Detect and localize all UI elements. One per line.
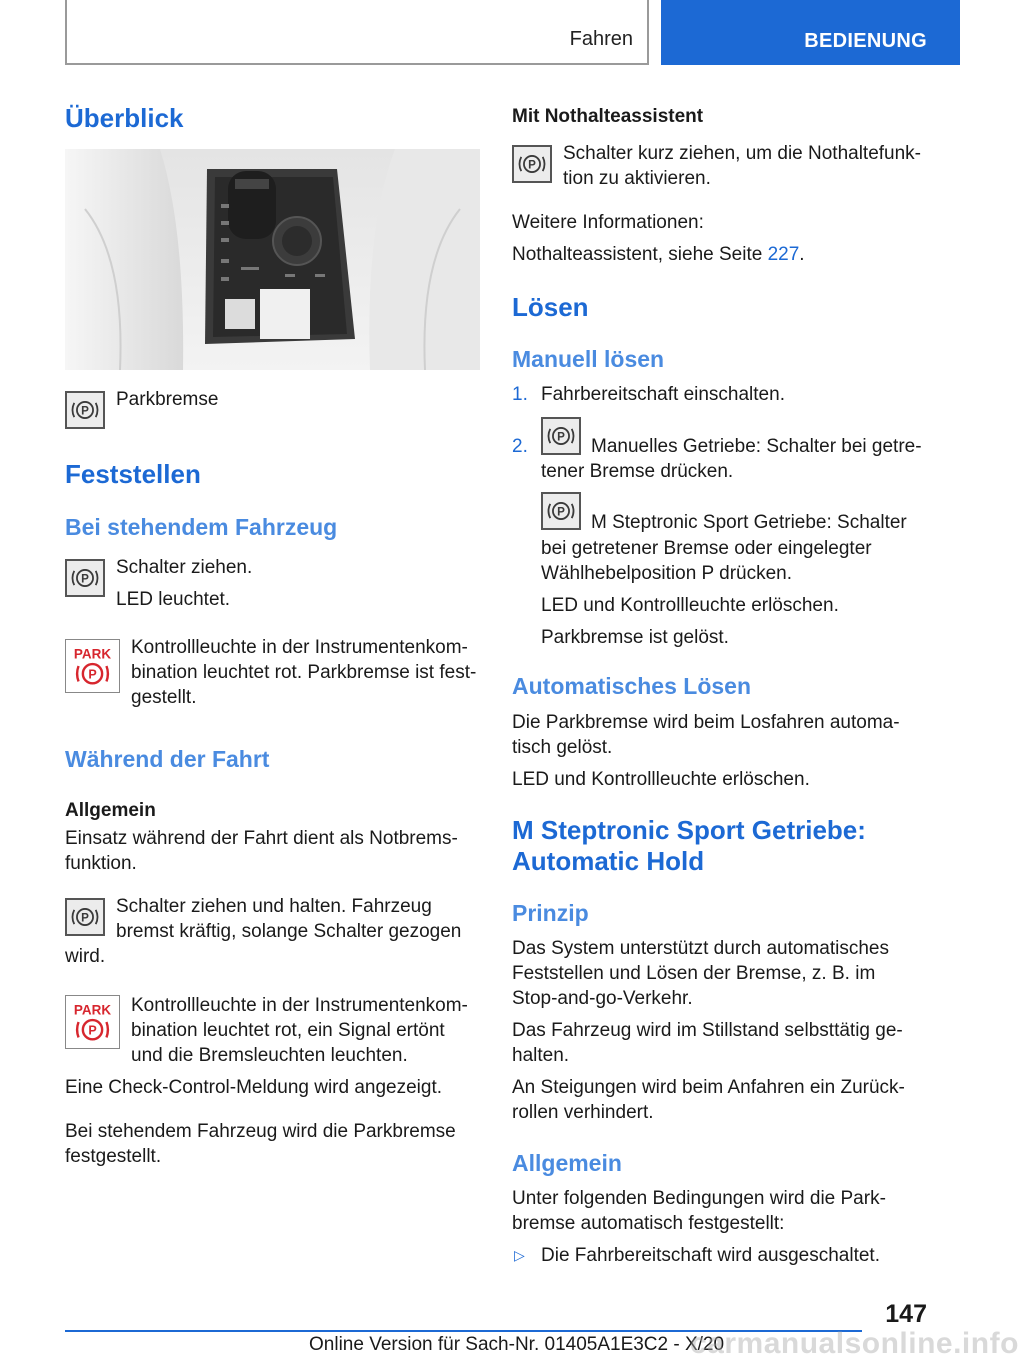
step-2b-line-3: Wählhebelposition P drücken. [541,563,793,584]
heading-emergency-assist: Mit Nothalteassistent [512,106,704,127]
warning1-line-1: Kontrollleuchte in der Instrumentenkom- [131,637,468,658]
svg-text:P: P [88,1023,97,1038]
step-2-line-2: tener Bremse drücken. [541,461,734,482]
stationary-step-2: LED leuchtet. [116,589,231,610]
step-number-2: 2. [512,436,528,457]
check-control-text: Eine Check-Control-Meldung wird angezeigt. [65,1077,443,1098]
step-2-led: LED und Kontrollleuchte erlöschen. [541,595,839,616]
pull-line-2: bremst kräftig, solange Schalter gezogen [116,921,462,942]
svg-text:P: P [528,158,536,172]
standstill-line-2: halten. [512,1045,570,1066]
parking-brake-switch-icon [541,492,581,530]
park-warning-light-icon [65,995,120,1049]
footer-online-version: Online Version für Sach-Nr. 01405A1E3C2 - X/20 [309,1334,725,1355]
watermark: carmanualsonline.info [690,1327,1019,1360]
park-warning-light-icon [65,639,120,693]
subheading-driving: Während der Fahrt [65,746,270,772]
header-section-label: Fahren [569,28,633,50]
principle-line-2: Feststellen und Lösen der Bremse, z. B. im [512,963,876,984]
center-console-photo [65,149,480,370]
page-number: 147 [885,1300,927,1328]
general-line-1: Einsatz während der Fahrt dient als Notbrems- [65,828,458,849]
subheading-general: Allgemein [512,1150,622,1176]
pull-line-3: wird. [65,946,106,967]
incline-line-1: An Steigungen wird beim Anfahren ein Zurück- [512,1077,905,1098]
bullet-triangle-icon: ▷ [514,1247,525,1263]
warning2-line-1: Kontrollleuchte in der Instrumentenkom- [131,995,468,1016]
stationary-result-line-2: festgestellt. [65,1146,162,1167]
heading-release: Lösen [512,292,589,322]
step-2b-line-1: M Steptronic Sport Getriebe: Schalter [591,512,907,533]
header-frame [65,0,649,65]
warning2-line-3: und die Bremsleuchten leuchten. [131,1045,408,1066]
warning2-line-2: bination leuchtet rot, ein Signal ertönt [131,1020,445,1041]
parking-brake-switch-icon [65,898,105,936]
svg-text:P: P [88,667,97,682]
more-info-label: Weitere Informationen: [512,212,704,233]
svg-text:P: P [81,404,89,418]
svg-text:P: P [81,572,89,586]
see-page-text: Nothalteassistent, siehe Seite [512,244,768,265]
parking-brake-switch-icon [65,559,105,597]
header-chapter-label: BEDIENUNG [804,30,927,52]
parking-brake-switch-icon [65,391,105,429]
subheading-manual-release: Manuell lösen [512,346,665,372]
photo-caption: Parkbremse [116,389,219,410]
assist-line-2: tion zu aktivieren. [563,168,711,189]
principle-line-3: Stop-and-go-Verkehr. [512,988,693,1009]
step-number-1: 1. [512,384,528,405]
subheading-auto-release: Automatisches Lösen [512,673,751,699]
svg-text:PARK: PARK [73,1002,112,1018]
step-2-released: Parkbremse ist gelöst. [541,627,729,648]
general-line-2: funktion. [65,853,137,874]
parking-brake-switch-icon [512,145,552,183]
stationary-step-1: Schalter ziehen. [116,557,253,578]
auto-line-1: Die Parkbremse wird beim Losfahren automa- [512,712,900,733]
assist-line-1: Schalter kurz ziehen, um die Nothaltefunk- [563,143,922,164]
bullet-1-text: Die Fahrbereitschaft wird ausgeschaltet. [541,1245,880,1266]
pull-line-1: Schalter ziehen und halten. Fahrzeug [116,896,432,917]
principle-line-1: Das System unterstützt durch automatisches [512,938,889,959]
heading-general: Allgemein [65,800,156,821]
svg-text:P: P [557,505,565,519]
subheading-stationary: Bei stehendem Fahrzeug [65,514,338,540]
heading-automatic-hold-1: M Steptronic Sport Getriebe: [512,815,866,845]
warning1-line-3: gestellt. [131,687,197,708]
step-1-text: Fahrbereitschaft einschalten. [541,384,785,405]
warning1-line-2: bination leuchtet rot. Parkbremse ist fest- [131,662,477,683]
heading-overview: Überblick [65,103,184,133]
svg-text:PARK: PARK [73,646,112,662]
step-2-line-1: Manuelles Getriebe: Schalter bei getre- [591,436,922,457]
conditions-line-2: bremse automatisch festgestellt: [512,1213,785,1234]
stationary-result-line-1: Bei stehendem Fahrzeug wird die Parkbremse [65,1121,456,1142]
parking-brake-switch-icon [541,417,581,455]
see-page-reference [512,242,805,267]
heading-apply: Feststellen [65,459,201,489]
svg-text:P: P [557,430,565,444]
standstill-line-1: Das Fahrzeug wird im Stillstand selbsttätig ge- [512,1020,903,1041]
step-2b-line-2: bei getretener Bremse oder eingelegter [541,538,872,559]
subheading-principle: Prinzip [512,900,589,926]
incline-line-2: rollen verhindert. [512,1102,654,1123]
svg-text:P: P [81,911,89,925]
heading-automatic-hold-2: Automatic Hold [512,846,705,876]
header-chapter-tab[interactable] [661,0,960,65]
see-page-end: . [799,244,805,265]
auto-line-2: tisch gelöst. [512,737,613,758]
auto-led: LED und Kontrollleuchte erlöschen. [512,769,810,790]
conditions-line-1: Unter folgenden Bedingungen wird die Park- [512,1188,886,1209]
page-link-227[interactable]: 227 [767,244,800,265]
